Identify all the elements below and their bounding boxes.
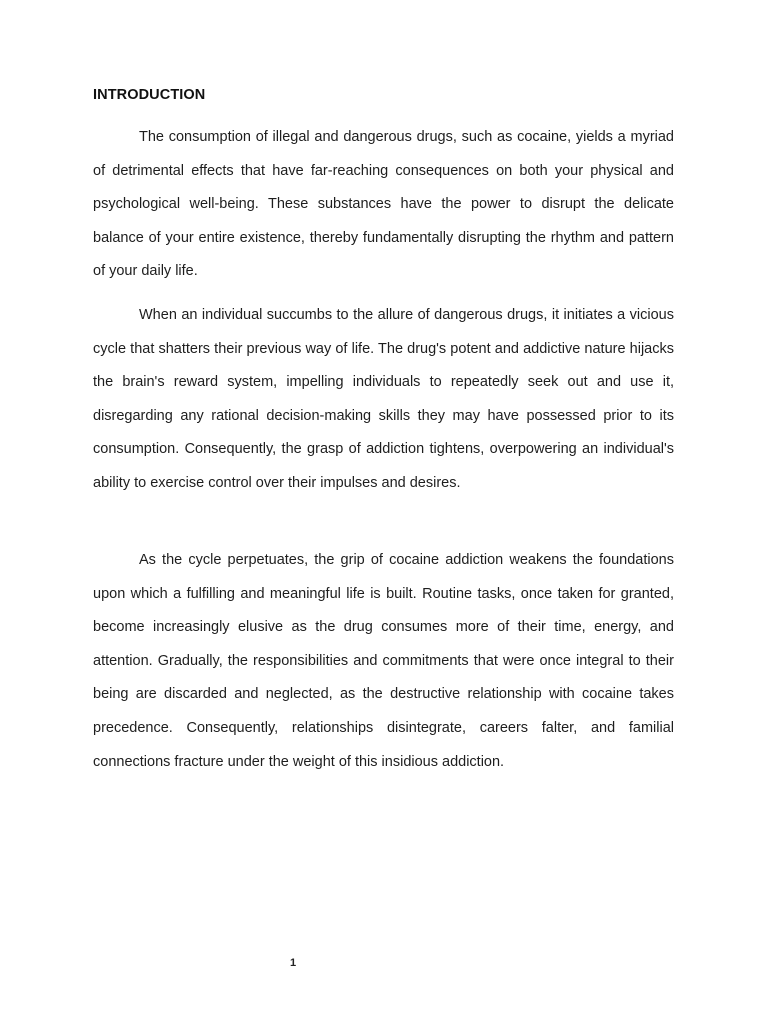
paragraph-1: The consumption of illegal and dangerous drugs, such as cocaine, yields a myriad of detrimental effects that have far-reaching consequences on both your physical and psychological well-being. These substances have the power to disrupt the delicate balance of your entire existence, thereby fundamentally disrupting the rhythm and pattern of your daily life. <box>93 129 674 280</box>
paragraph-2: When an individual succumbs to the allure of dangerous drugs, it initiates a vicious cycle that shatters their previous way of life. The drug's potent and addictive nature hijacks the brain's reward system, impelling individuals to repeatedly seek out and use it, disregarding any rational decision-making skills they may have possessed prior to its consumption. Consequently, the grasp of addiction tightens, overpowering an individual's ability to exercise control over their impulses and desires. <box>93 307 674 491</box>
page-number: 1 <box>290 957 297 969</box>
section-heading: INTRODUCTION <box>93 87 206 103</box>
paragraph-3: As the cycle perpetuates, the grip of cocaine addiction weakens the foundations upon which a fulfilling and meaningful life is built. Routine tasks, once taken for granted, become increasingly elusive as the drug consumes more of their time, energy, and attention. Gradually, the responsibilities and commitments that were once integral to their being are discarded and neglected, as the destructive relationship with cocaine takes precedence. Consequently, relationships disintegrate, careers falter, and familial connections fracture under the weight of this insidious addiction. <box>93 552 674 770</box>
